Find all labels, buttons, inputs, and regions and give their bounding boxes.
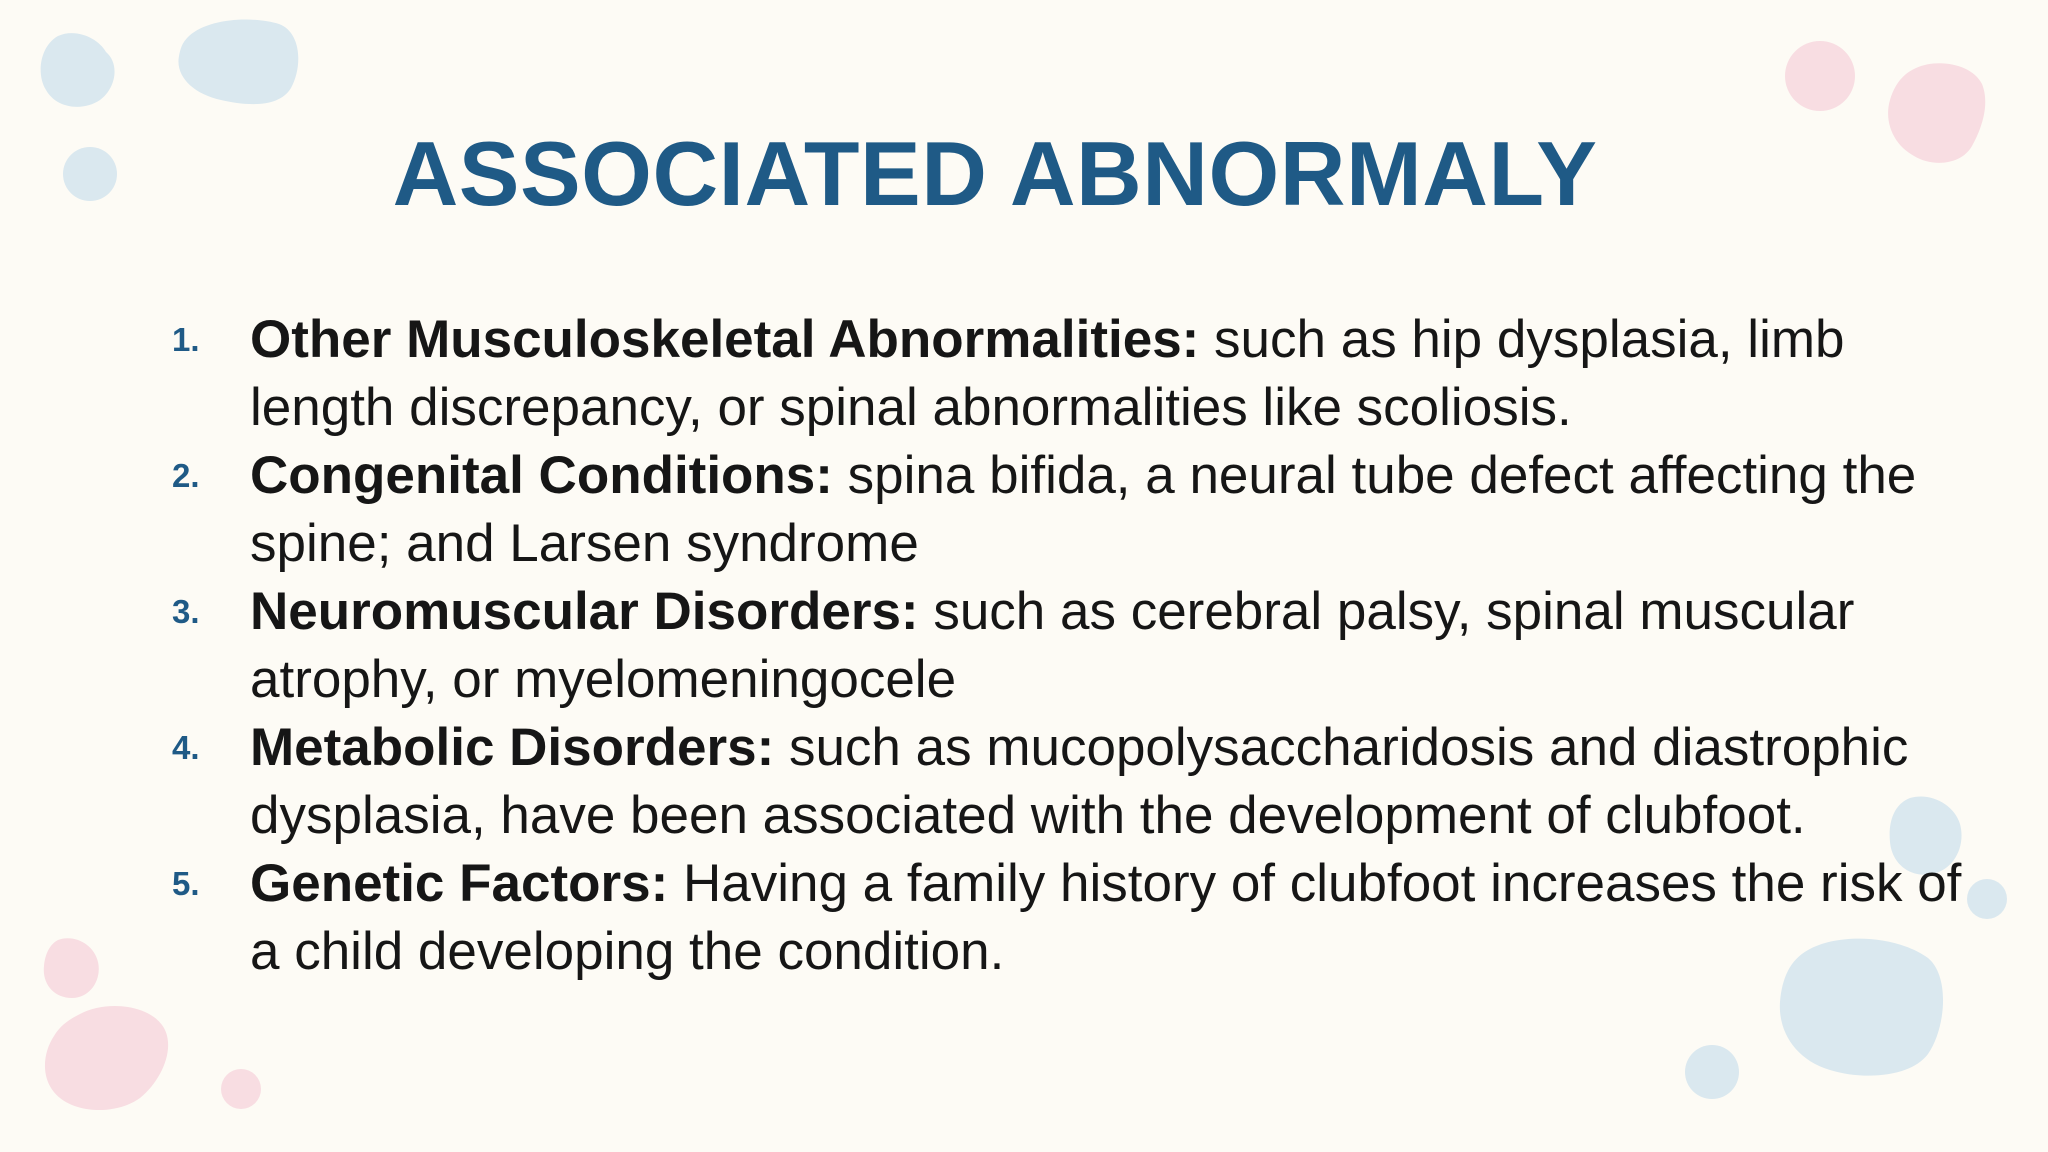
list-item-term: Genetic Factors: [250, 854, 669, 913]
slide-title: ASSOCIATED ABNORMALY [392, 124, 1598, 225]
decorative-blob-bottom-left-large [44, 1004, 170, 1112]
list-item-text: such as mucopolysaccharidosis and diastrophic dysplasia, have been associated with the development of clubfoot. [250, 718, 1909, 845]
dot-shape [221, 1069, 261, 1109]
decorative-dot-bottom-right [1684, 1044, 1740, 1100]
list-item-text: such as hip dysplasia, limb length discrepancy, or spinal abnormalities like scoliosis. [250, 310, 1845, 437]
dot-shape [1967, 879, 2007, 919]
list-item-text: such as cerebral palsy, spinal muscular atrophy, or myelomeningocele [250, 582, 1855, 709]
blob-shape [44, 938, 99, 998]
list-item-term: Metabolic Disorders: [250, 718, 775, 777]
list-item-text: spina bifida, a neural tube defect affecting the spine; and Larsen syndrome [250, 446, 1917, 573]
blob-shape [178, 20, 298, 105]
list-item-term: Other Musculoskeletal Abnormalities: [250, 310, 1200, 369]
decorative-blob-bottom-left-small [42, 936, 102, 1000]
list-item-number: 5. [172, 865, 200, 902]
dot-shape [1785, 41, 1855, 111]
list-item-number: 1. [172, 321, 200, 358]
list-item-number: 2. [172, 457, 200, 494]
decorative-blob-top-left-large [38, 30, 122, 110]
blob-shape [45, 1006, 168, 1110]
decorative-blob-top-left-wide [175, 18, 303, 108]
list-item [172, 714, 1972, 850]
dot-shape [1685, 1045, 1739, 1099]
decorative-dot-right [1966, 878, 2008, 920]
decorative-dot-bottom-left [220, 1068, 262, 1110]
list-item-term: Neuromuscular Disorders: [250, 582, 919, 641]
list-item [172, 850, 1972, 986]
decorative-dot-top-right [1784, 40, 1856, 112]
list-item-number: 4. [172, 729, 200, 766]
list-item-text: Having a family history of clubfoot increases the risk of a child developing the condition. [250, 854, 1962, 981]
list-item [172, 442, 1972, 578]
list-item-term: Congenital Conditions: [250, 446, 833, 505]
list-item [172, 306, 1972, 442]
list-item [172, 578, 1972, 714]
blob-shape [41, 33, 115, 107]
abnormality-list [172, 306, 1972, 986]
list-item-number: 3. [172, 593, 200, 630]
